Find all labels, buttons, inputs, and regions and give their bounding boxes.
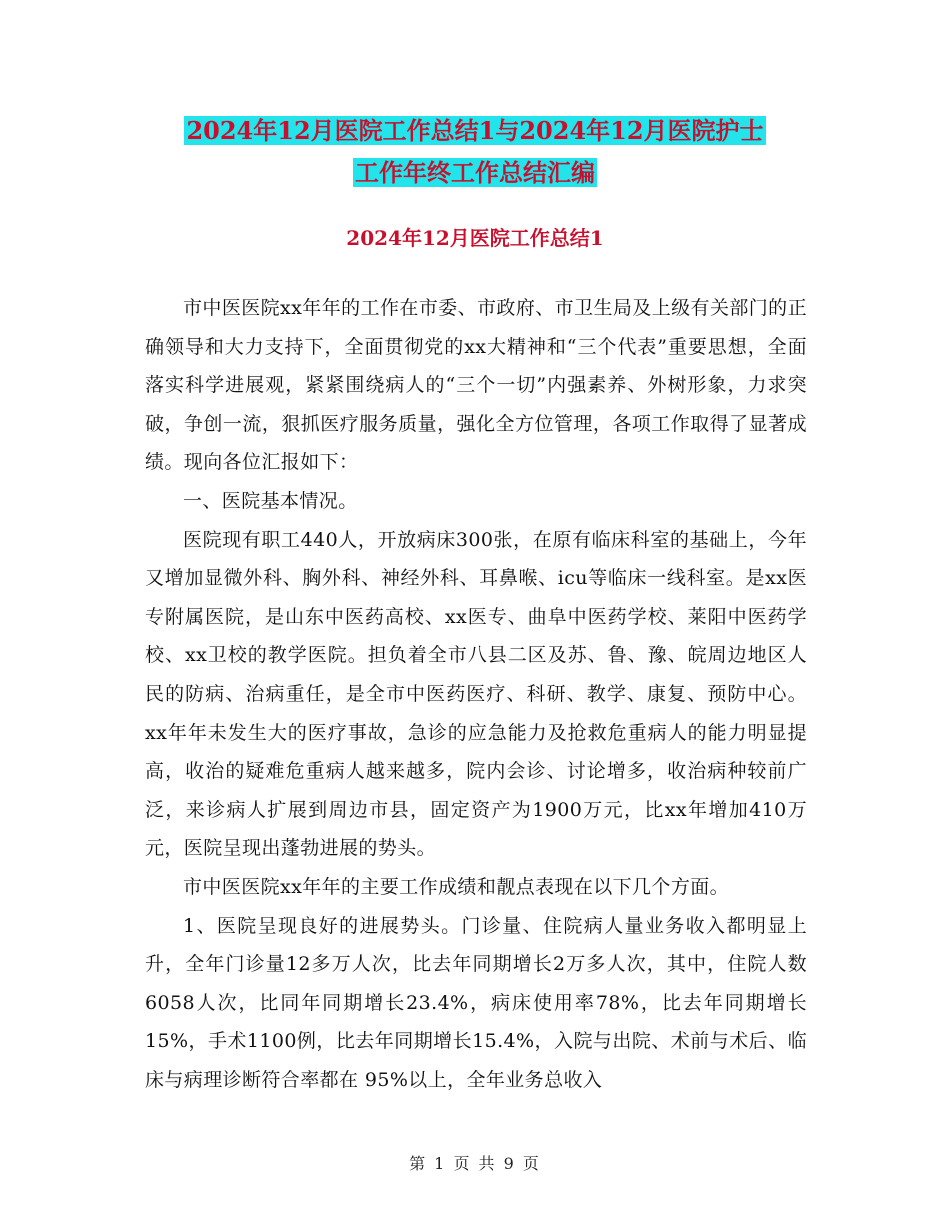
document-title-line-1: [0, 110, 950, 152]
title-highlight-1: 2024年12月医院工作总结1与2024年12月医院护士: [186, 116, 764, 145]
paragraph-development-trend: 1、医院呈现良好的进展势头。门诊量、住院病人量业务收入都明显上升，全年门诊量12多万人次，比去年同期增长2万多人次，其中，住院人数6058人次，比同年同期增长23.4%，病床使用率78%，比去年同期增长15%，手术1100例，比去年同期增长15.4%，入院与出院、术前与术后、临床与病理诊断符合率都在 95%以上，全年业务总收入: [145, 914, 807, 1091]
page-footer: 第 1 页 共 9 页: [409, 1154, 541, 1173]
paragraph-hospital-overview: 医院现有职工440人，开放病床300张，在原有临床科室的基础上，今年又增加显微外科、胸外科、神经外科、耳鼻喉、icu等临床一线科室。是xx医专附属医院，是山东中医药高校、xx医专、曲阜中医药学校、莱阳中医药学校、xx卫校的教学医院。担负着全市八县二区及苏、鲁、豫、皖周边地区人民的防病、治病重任，是全市中医药医疗、科研、教学、康复、预防中心。xx年年未发生大的医疗事故，急诊的应急能力及抢救危重病人的能力明显提高，收治的疑难危重病人越来越多，院内会诊、讨论增多，收治病种较前广泛，来诊病人扩展到周边市县，固定资产为1900万元，比xx年增加410万元，医院呈现出蓬勃进展的势头。: [145, 528, 807, 860]
document-title-line-2: [0, 152, 950, 194]
paragraph-achievements-intro: 市中医医院xx年年的主要工作成绩和靓点表现在以下几个方面。: [183, 875, 730, 898]
title-highlight-2: 工作年终工作总结汇编: [355, 158, 595, 187]
document-body: [145, 289, 807, 1099]
section-title: 2024年12月医院工作总结1: [346, 226, 604, 250]
paragraph-intro: 市中医医院xx年年的工作在市委、市政府、市卫生局及上级有关部门的正确领导和大力支持下，全面贯彻党的xx大精神和“三个代表”重要思想，全面落实科学进展观，紧紧围绕病人的“三个一切”内强素养、外树形象，力求突破，争创一流，狠抓医疗服务质量，强化全方位管理，各项工作取得了显著成绩。现向各位汇报如下：: [145, 297, 807, 474]
paragraph-heading-basic-info: 一、医院基本情况。: [183, 489, 358, 512]
